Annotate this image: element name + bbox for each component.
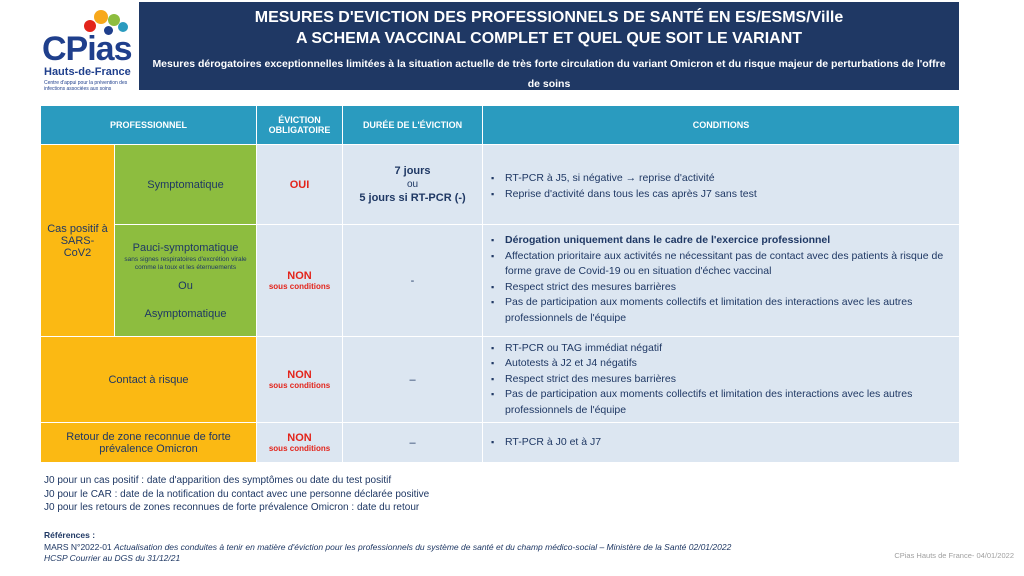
pauci-cell <box>115 225 257 337</box>
list-item: ▪ RT-PCR ou TAG immédiat négatif <box>505 341 951 357</box>
eviction-cell <box>257 145 343 225</box>
duree-line2: 5 jours si RT-PCR (-) <box>359 192 466 204</box>
header-conditions: CONDITIONS <box>483 106 960 145</box>
note-line: J0 pour les retours de zones reconnues de forte prévalence Omicron : date du retour <box>44 502 420 513</box>
eviction-main: NON <box>287 270 312 282</box>
eviction-cell <box>257 337 343 423</box>
reference-title: Actualisation des conduites à tenir en matière d'éviction pour les professionnels du système de santé et du champ médico-social – Ministère de la Santé 02/01/2022 <box>114 541 732 552</box>
page-title-line2: A SCHEMA VACCINAL COMPLET ET QUEL QUE SOIT LE VARIANT <box>295 30 803 47</box>
table-row <box>41 423 960 463</box>
conditions-cell <box>483 423 960 463</box>
reference-line <box>44 553 731 565</box>
asymptomatique-label: Asymptomatique <box>144 307 227 320</box>
list-item: ▪ Affectation prioritaire aux activités ne nécessitant pas de contact avec des patients à risque de forme grave de Covid-19 ou en situation d'échec vaccinal <box>505 249 951 280</box>
list-item: ▪ Reprise d'activité dans tous les cas après J7 sans test <box>505 187 951 203</box>
note-line: J0 pour un cas positif : date d'apparition des symptômes ou date du test positif <box>44 475 392 486</box>
logo-name: CPias <box>42 30 132 68</box>
conditions-cell <box>483 145 960 225</box>
note-line: J0 pour le CAR : date de la notification du contact avec une personne déclarée positive <box>44 488 430 500</box>
contact-label: Contact à risque <box>108 373 189 386</box>
pauci-detail: sans signes respiratoires d'excrétion virale comme la toux et les éternuements <box>124 255 247 271</box>
eviction-sub: sous conditions <box>268 381 331 390</box>
duree-value: – <box>409 373 416 386</box>
conditions-list <box>483 233 959 326</box>
duree-cell <box>343 337 483 423</box>
cpias-logo <box>40 8 132 94</box>
table-row <box>41 145 960 225</box>
eviction-main: NON <box>287 432 312 444</box>
conditions-cell <box>483 225 960 337</box>
page-header <box>139 2 959 90</box>
header-eviction: ÉVICTION OBLIGATOIRE <box>257 106 343 145</box>
list-item: ▪ RT-PCR à J0 et à J7 <box>505 435 951 451</box>
conditions-list <box>483 341 959 419</box>
pauci-label: Pauci-symptomatique <box>132 241 239 254</box>
footer-credit: CPias Hauts de France- 04/01/2022 <box>894 551 1014 560</box>
eviction-main: NON <box>287 369 312 381</box>
duree-line1: 7 jours <box>394 165 431 177</box>
cas-positif-cell <box>41 145 115 337</box>
header-professionnel: PROFESSIONNEL <box>41 106 257 145</box>
eviction-value <box>257 369 342 390</box>
logo-tagline: Centre d'appui pour la prévention des infections associées aux soins <box>44 80 128 92</box>
list-item: ▪ Respect strict des mesures barrières <box>505 372 951 388</box>
duree-value: – <box>409 436 416 449</box>
notes <box>44 474 429 515</box>
duree-cell <box>343 423 483 463</box>
conditions-list <box>483 171 959 202</box>
eviction-value <box>257 432 342 453</box>
duree-value: - <box>410 274 415 287</box>
list-item: ▪ Dérogation uniquement dans le cadre de l'exercice professionnel <box>505 233 951 249</box>
symptomatique-label: Symptomatique <box>147 178 224 191</box>
reference-line <box>44 542 731 554</box>
eviction-sub: sous conditions <box>268 444 331 453</box>
duree-cell <box>343 225 483 337</box>
retour-label: Retour de zone reconnue de forte prévalence Omicron <box>66 430 231 455</box>
page-subtitle: Mesures dérogatoires exceptionnelles limitées à la situation actuelle de très forte circulation du variant Omicron et du risque majeur de perturbations de l'offre de soins <box>152 58 946 90</box>
eviction-cell <box>257 225 343 337</box>
pauci-ou: Ou <box>178 279 193 292</box>
duree-cell <box>343 145 483 225</box>
logo-dot <box>94 10 108 24</box>
references-title: Références : <box>44 530 96 540</box>
table-header-row <box>41 106 960 145</box>
list-item: ▪ RT-PCR à J5, si négative → reprise d'activité <box>505 171 951 187</box>
conditions-list <box>483 435 959 451</box>
duree-or: ou <box>406 179 419 190</box>
eviction-value <box>257 270 342 291</box>
eviction-sub: sous conditions <box>268 282 331 291</box>
reference-prefix: MARS N°2022-01 <box>44 541 115 552</box>
list-item: ▪ Pas de participation aux moments collectifs et limitation des interactions avec les autres professionnels de l'équipe <box>505 295 951 326</box>
list-item: ▪ Pas de participation aux moments collectifs et limitation des interactions avec les autres professionnels de l'équipe <box>505 387 951 418</box>
header-duree: DURÉE DE L'ÉVICTION <box>343 106 483 145</box>
table-row <box>41 337 960 423</box>
logo-region: Hauts-de-France <box>44 66 131 78</box>
reference-text: HCSP Courrier au DGS du 31/12/21 <box>44 553 181 563</box>
table-row <box>41 225 960 337</box>
list-item: ▪ Respect strict des mesures barrières <box>505 280 951 296</box>
page-title: MESURES D'EVICTION DES PROFESSIONNELS DE SANTÉ EN ES/ESMS/Ville <box>254 9 844 26</box>
eviction-value: OUI <box>289 178 310 191</box>
contact-cell <box>41 337 257 423</box>
conditions-cell <box>483 337 960 423</box>
symptomatique-cell <box>115 145 257 225</box>
references <box>44 530 731 565</box>
eviction-cell <box>257 423 343 463</box>
eviction-table <box>40 105 960 463</box>
retour-cell <box>41 423 257 463</box>
list-item: ▪ Autotests à J2 et J4 négatifs <box>505 356 951 372</box>
cas-positif-label: Cas positif à SARS-CoV2 <box>47 222 108 259</box>
